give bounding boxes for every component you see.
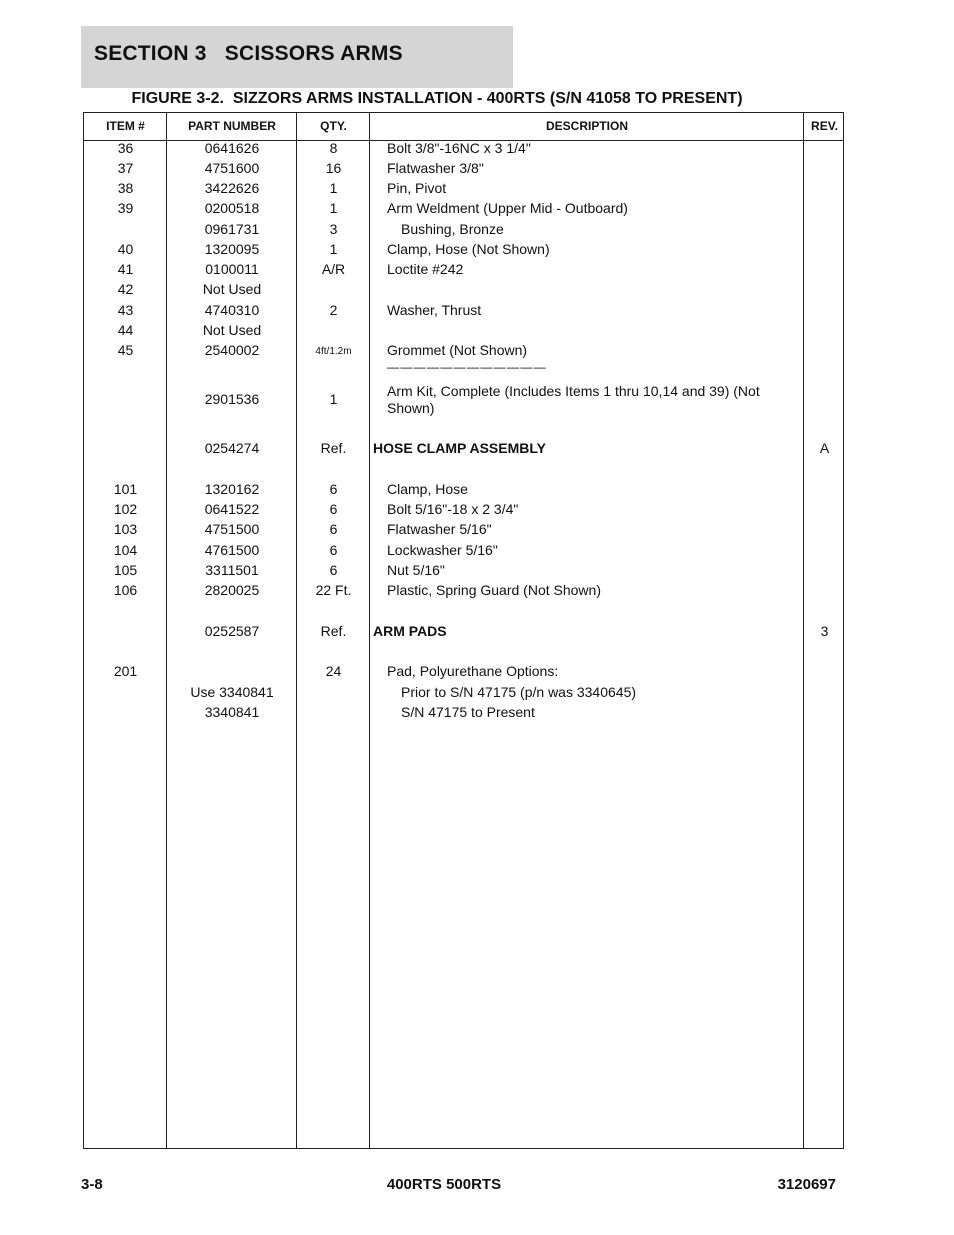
item-number: 39 (117, 200, 134, 216)
part-number: 4751500 (204, 521, 260, 537)
part-number: 1320162 (204, 481, 260, 497)
item-number: 106 (113, 582, 138, 598)
part-number: 0641522 (204, 501, 260, 517)
quantity: 16 (325, 160, 342, 176)
description: Washer, Thrust (387, 302, 482, 318)
quantity: 1 (329, 241, 338, 257)
quantity: 2 (329, 302, 338, 318)
part-number: 0254274 (204, 440, 260, 456)
header-rev: REV. (811, 119, 838, 133)
description: Arm Weldment (Upper Mid - Outboard) (387, 200, 628, 216)
description: Grommet (Not Shown) (387, 342, 528, 358)
part-number: 3311501 (205, 562, 259, 578)
item-number: 38 (117, 180, 134, 196)
quantity: 3 (329, 221, 338, 237)
part-number: 0961731 (204, 221, 260, 237)
description: Arm Kit, Complete (Includes Items 1 thru 10,14 and 39) (Not Shown) (387, 383, 760, 416)
part-number: 2820025 (204, 582, 260, 598)
description: Flatwasher 5/16" (387, 521, 492, 537)
quantity: 1 (329, 391, 338, 407)
quantity: Ref. (320, 623, 347, 639)
part-number: 0100011 (205, 261, 259, 277)
part-number: 1320095 (204, 241, 260, 257)
description: Bolt 5/16"-18 x 2 3/4" (387, 501, 519, 517)
part-number: 4751600 (204, 160, 260, 176)
quantity: 22 Ft. (315, 582, 352, 598)
document-number: 3120697 (777, 1176, 836, 1193)
part-number: 3422626 (204, 180, 260, 196)
quantity: 24 (325, 663, 342, 679)
item-number: 43 (117, 302, 134, 318)
description: Plastic, Spring Guard (Not Shown) (387, 582, 601, 598)
item-number: 104 (113, 542, 138, 558)
description: Bushing, Bronze (401, 221, 504, 237)
section-title: SECTION 3 SCISSORS ARMS (94, 42, 403, 65)
part-number: 0252587 (204, 623, 260, 639)
quantity: 4ft/1.2m (315, 346, 352, 357)
quantity: A/R (321, 261, 346, 277)
parts-table (83, 112, 844, 1149)
quantity: 6 (329, 521, 338, 537)
figure-title: FIGURE 3-2. SIZZORS ARMS INSTALLATION - 400RTS (S/N 41058 TO PRESENT) (131, 90, 743, 107)
description: Clamp, Hose (Not Shown) (387, 241, 550, 257)
revision: 3 (820, 623, 829, 639)
description: Prior to S/N 47175 (p/n was 3340645) (401, 684, 637, 700)
quantity: 8 (329, 140, 338, 156)
item-number: 42 (117, 281, 134, 297)
description: Flatwasher 3/8" (387, 160, 484, 176)
item-number: 103 (113, 521, 138, 537)
header-description: DESCRIPTION (545, 119, 628, 133)
part-number: 4761500 (204, 542, 260, 558)
header-part-number: PART NUMBER (188, 119, 276, 133)
item-number: 201 (113, 663, 138, 679)
page-number: 3-8 (81, 1176, 103, 1193)
description: Clamp, Hose (387, 481, 468, 497)
model-footer: 400RTS 500RTS (386, 1176, 502, 1193)
quantity: Ref. (320, 440, 347, 456)
description: Loctite #242 (387, 261, 464, 277)
item-number: 101 (113, 481, 138, 497)
item-number: 45 (117, 342, 134, 358)
description: Bolt 3/8"-16NC x 3 1/4" (387, 140, 531, 156)
assembly-title: ARM PADS (373, 623, 447, 639)
revision: A (819, 440, 830, 456)
description: Pin, Pivot (387, 180, 447, 196)
quantity: 6 (329, 542, 338, 558)
item-number: 36 (117, 140, 134, 156)
description: S/N 47175 to Present (401, 704, 535, 720)
item-number: 102 (113, 501, 138, 517)
quantity: 1 (329, 200, 338, 216)
part-number: 2540002 (204, 342, 260, 358)
item-number: 105 (113, 562, 138, 578)
header-qty: QTY. (320, 119, 347, 133)
item-number: 37 (117, 160, 134, 176)
description: Pad, Polyurethane Options: (387, 663, 559, 679)
section-header (81, 26, 513, 88)
item-number: 44 (117, 322, 134, 338)
description: Lockwasher 5/16" (387, 542, 498, 558)
quantity: 6 (329, 501, 338, 517)
description: Nut 5/16" (387, 562, 445, 578)
item-number: 41 (117, 261, 134, 277)
part-number: 0641626 (204, 140, 260, 156)
assembly-title: HOSE CLAMP ASSEMBLY (373, 440, 546, 456)
part-number: 4740310 (204, 302, 260, 318)
separator-line: — — — — — — — — — — — — (387, 360, 545, 374)
quantity: 6 (329, 481, 338, 497)
quantity: 6 (329, 562, 338, 578)
part-number: Not Used (202, 281, 262, 297)
quantity: 1 (329, 180, 338, 196)
part-number: 3340841 (204, 704, 260, 720)
item-number: 40 (117, 241, 134, 257)
part-number: 2901536 (204, 391, 260, 407)
part-number: Use 3340841 (190, 684, 274, 700)
part-number: 0200518 (204, 200, 260, 216)
header-item: ITEM # (106, 119, 145, 133)
part-number: Not Used (202, 322, 262, 338)
